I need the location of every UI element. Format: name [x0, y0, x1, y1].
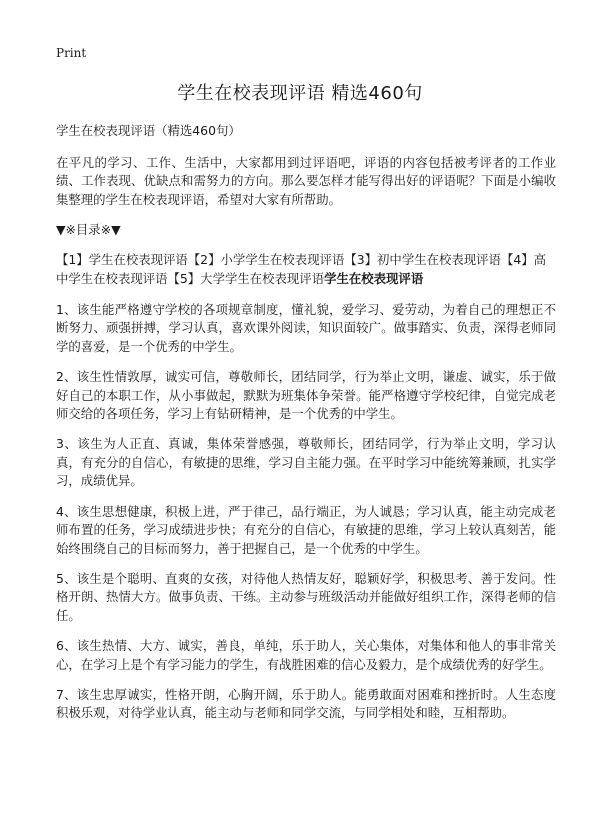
toc-link-5[interactable]: 【5】大学学生在校表现评语 [167, 271, 325, 287]
comment-paragraph: 4、该生思想健康，积极上进，严于律己，品行端正，为人诚恳；学习认真，能主动完成老师布置的任务，学习成绩进步快；有充分的自信心，有敏捷的思维，学习上较认真刻苦，能始终围绕自己的目标而努力，善于把握自己，是一个优秀的中学生。 [56, 503, 556, 556]
comment-paragraph: 3、该生为人正直、真诚，集体荣誉感强，尊敬师长，团结同学，行为举止文明，学习认真，有充分的自信心，有敏捷的思维，学习自主能力强。在平时学习中能统筹兼顾，扎实学习，成绩优异。 [56, 436, 556, 489]
toc-link-2[interactable]: 【2】小学学生在校表现评语 [187, 252, 345, 268]
article-body [56, 122, 556, 734]
toc-link-3[interactable]: 【3】初中学生在校表现评语 [344, 252, 501, 268]
toc-current-link[interactable]: 学生在校表现评语 [324, 271, 424, 287]
page-title: 学生在校表现评语 精选460句 [177, 83, 423, 104]
comment-paragraph: 5、该生是个聪明、直爽的女孩，对待他人热情友好，聪颖好学，积极思考、善于发问。性格开朗、热情大方。做事负责、干练。主动参与班级活动并能做好组织工作，深得老师的信任。 [56, 570, 556, 623]
toc-link-1[interactable]: 【1】学生在校表现评语 [56, 252, 188, 268]
comment-paragraph: 2、该生性情敦厚，诚实可信，尊敬师长，团结同学，行为举止文明，谦虚、诚实，乐于做好自己的本职工作，从小事做起，默默为班集体争荣誉。能严格遵守学校纪律，自觉完成老师交给的各项任务，学习上有钻研精神，是一个优秀的中学生。 [56, 368, 556, 422]
article-subtitle: 学生在校表现评语（精选460句） [56, 123, 241, 138]
toc-heading: ▼※目录※▼ [56, 221, 121, 237]
table-of-contents [56, 251, 556, 288]
toc-link-4[interactable]: 【4】高中学生在校表现评语 [56, 252, 547, 287]
comment-paragraph: 1、该生能严格遵守学校的各项规章制度，懂礼貌，爱学习、爱劳动，为着自己的理想正不断努力、顽强拼搏，学习认真，喜欢课外阅读，知识面较广。做事踏实、负责，深得老师同学的喜爱，是一个优秀的中学生。 [56, 301, 556, 354]
intro-paragraph: 在平凡的学习、工作、生活中，大家都用到过评语吧，评语的内容包括被考评者的工作业绩、工作表现、优缺点和需努力的方向。那么要怎样才能写得出好的评语呢？下面是小编收集整理的学生在校表现评语，希望对大家有所帮助。 [56, 154, 556, 207]
comment-paragraph: 6、该生热情、大方、诚实，善良，单纯，乐于助人，关心集体，对集体和他人的事非常关心，在学习上是个有学习能力的学生，有战胜困难的信心及毅力，是个成绩优秀的好学生。 [56, 638, 556, 672]
print-link[interactable]: Print [56, 46, 87, 60]
comment-paragraph: 7、该生忠厚诚实，性格开朗，心胸开阔，乐于助人。能勇敢面对困难和挫折时。人生态度积极乐观，对待学业认真，能主动与老师和同学交流，与同学相处和睦，互相帮助。 [56, 686, 556, 721]
